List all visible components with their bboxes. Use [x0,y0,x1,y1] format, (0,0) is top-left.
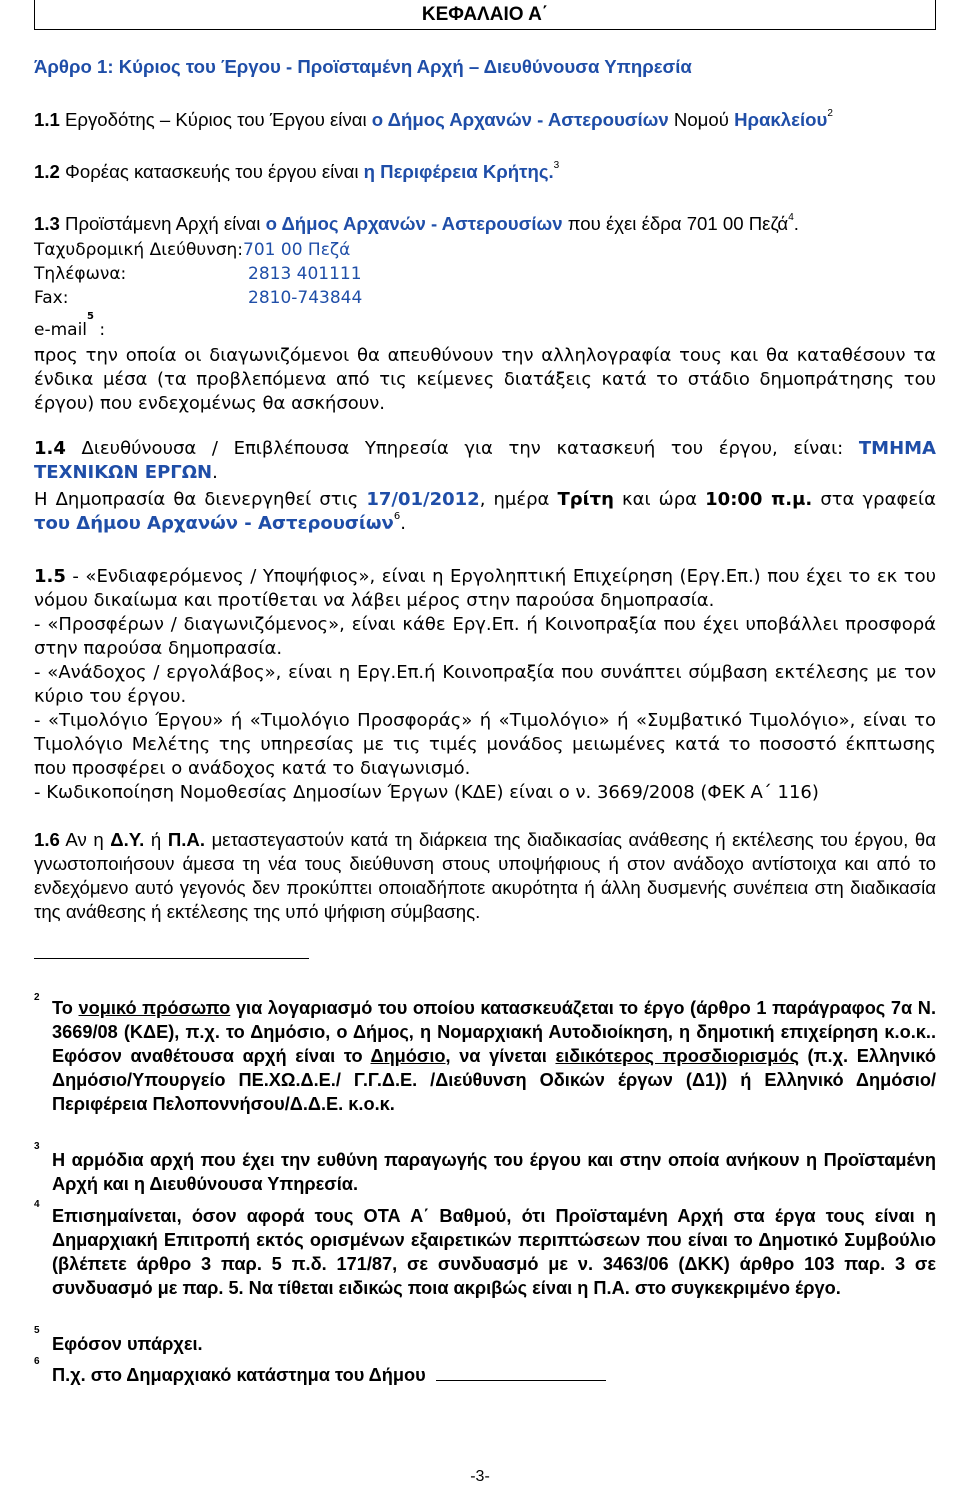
fn-text: για λογαριασμό του οποίου κατασκευάζεται το έργο (άρθρο 1 παράγραφος 7α Ν. 3669/08 (ΚΔΕ), π.χ. το Δημόσιο, ο Δήμος, η Νομαρχιακή Αυτοδιοίκηση, η δημοτική επιχείρηση κ.ο.κ.. Εφόσον αναθέτουσα αρχή είναι το [52,998,936,1066]
section-text: Φορέας κατασκευής του έργου είναι [59,161,364,182]
section-bold: η Περιφέρεια Κρήτης. [363,161,554,182]
footnote-number: 3 [34,1141,40,1152]
section-number: 1.4 [34,438,66,459]
section-text-2: ή [144,829,168,850]
section-number: 1.6 [34,829,60,850]
section-text: Αν η [59,829,111,850]
section-bold: ΤΜΗΜΑ ΤΕΧΝΙΚΩΝ ΕΡΓΩΝ [34,438,936,483]
footnote-2 [52,996,936,1116]
section-1-3 [34,212,799,236]
footnote-ref[interactable]: 2 [827,107,833,119]
definition-contractor: - «Ανάδοχος / εργολάβος», είναι η Εργ.Επ.ή Κοινοπραξία που συνάπτει σύμβαση εκτέλεσης με τον κύριο του έργου. [34,662,936,707]
email-row [34,311,106,342]
phone-value: 2813 401111 [248,264,362,284]
footnote-3: Η αρμόδια αρχή που έχει την ευθύνη παραγωγής του έργου και στην οποία ανήκουν η Προϊσταμένη Αρχή και η Διευθύνουσα Υπηρεσία. [52,1150,936,1194]
footnote-number: 4 [34,1199,40,1210]
tender-place: του Δήμου Αρχανών - Αστερουσίων [34,513,394,534]
section-end: . [212,462,218,483]
section-end: . [793,213,799,234]
fn-underline: Δημόσιο, [370,1046,451,1066]
tender-date: 17/01/2012 [366,489,480,510]
tender-paragraph [34,488,936,536]
section-text: Προϊστάμενη Αρχή είναι [59,213,266,234]
fn-text: Π.χ. στο Δημαρχιακό κατάστημα του Δήμου [52,1365,426,1385]
footnote-ref[interactable]: 6 [393,511,401,522]
section-number: 1.5 [34,566,66,587]
section-text: Διευθύνουσα / Επιβλέπουσα Υπηρεσία για την κατασκευή του έργου, είναι: [65,438,859,459]
postal-value: 701 00 Πεζά [243,240,351,260]
section-text-3: μεταστεγαστούν κατά τη διάρκεια της διαδικασίας ανάθεσης ή εκτέλεσης του έργου, θα γνωστοποιήσουν άμεσα τη νέα τους διεύθυνση στους υποψήφιους ή στον ανάδοχο αντίστοιχα και από το ενδεχόμενο αυτό γεγονός δεν προκύπτει οποιαδήποτε ακυρότητα ή άλλη δυσμενής συνέπεια στη διαδικασία της ανάθεσης ή εκτέλεσης της υπό ψήφιση σύμβασης. [34,829,936,922]
footnote-number: 6 [34,1356,40,1367]
footnote-4: Επισημαίνεται, όσον αφορά τους ΟΤΑ Α΄ Βαθμού, ότι Προϊσταμένη Αρχή στα έργα τους είναι η Δημαρχιακή Επιτροπή εκτός ορισμένων εξαιρετικών περιπτώσεων που είναι το Δημοτικό Συμβούλιο (βλέπετε άρθρο 3 παρ. 5 π.δ. 171/87, σε συνδυασμό με ν. 3463/06 (ΔΚΚ) άρθρο 103 παρ. 3 σε συνδυασμό με παρ. 5. Να τίθεται ειδικώς ποια ακριβώς είναι η Π.Α. στο συγκεκριμένο έργο. [52,1206,936,1298]
section-1-4 [34,437,936,485]
correspondence-paragraph: προς την οποία οι διαγωνιζόμενοι θα απευθύνουν την αλληλογραφία τους και θα καταθέσουν τα ένδικα μέσα (τα προβλεπόμενα από τις κείμενες διατάξεις κατά το στάδιο δημοπράτησης του έργου) που ενδεχομένως θα ασκήσουν. [34,345,936,414]
section-text-2: που έχει έδρα 701 00 Πεζά [562,213,789,234]
section-1-6 [34,828,936,924]
section-bold: ο Δήμος Αρχανών - Αστερουσίων [371,109,669,130]
tender-text-2: , ημέρα [479,489,558,510]
section-bold-2: Π.Α. [167,829,206,850]
section-text-2: Νομού [668,109,735,130]
chapter-heading: ΚΕΦΑΛΑΙΟ Α΄ [34,0,936,30]
section-number: 1.2 [34,161,60,182]
fax-label: Fax: [34,288,69,308]
footnote-ref[interactable]: 3 [553,159,560,171]
fn-text: Το [52,998,79,1018]
section-bold-1: Δ.Υ. [110,829,145,850]
section-1-1 [34,108,833,132]
definition-kde: - Κωδικοποίηση Νομοθεσίας Δημοσίων Έργων (ΚΔΕ) είναι ο ν. 3669/2008 (ΦΕΚ Α΄ 116) [34,782,819,803]
section-bold: ο Δήμος Αρχανών - Αστερουσίων [265,213,563,234]
definition-bidder: - «Προσφέρων / διαγωνιζόμενος», είναι κάθε Εργ.Επ. ή Κοινοπραξία που έχει υποβάλλει προσφορά στην παρούσα δημοπρασία. [34,614,936,659]
article-title-text: Άρθρο 1: Κύριος του Έργου - Προϊσταμένη Αρχή – Διευθύνουσα Υπηρεσία [34,56,692,77]
email-label: e-mail [34,320,88,340]
fn-text: να γίνεται [450,1046,556,1066]
section-1-5 [34,565,936,613]
footnote-number: 2 [34,992,40,1003]
section-number: 1.3 [34,213,60,234]
postal-address [34,238,350,262]
fax-row [34,286,68,310]
footnote-number: 5 [34,1325,40,1336]
page-number: -3- [470,1468,490,1485]
tender-text-3: και ώρα [613,489,706,510]
fn-text: (π.χ. Ελληνικό Δημόσιο/Υπουργείο ΠΕ.ΧΩ.Δ.Ε./ Γ.Γ.Δ.Ε. /Διεύθυνση Οδικών έργων (Δ1)) ή Ελληνικό Δημόσιο/Περιφέρεια Πελοποννήσου/Δ.Δ.Ε. κ.ο.κ. [52,1046,936,1114]
footnote-ref[interactable]: 5 [87,311,94,323]
section-text: Εργοδότης – Κύριος του Έργου είναι [59,109,372,130]
blank-line [436,1366,606,1381]
tender-text-1: Η Δημοπρασία θα διενεργηθεί στις [34,489,367,510]
section-bold-2: Ηρακλείου [734,109,828,130]
tender-text-4: στα γραφεία [812,489,937,510]
fax-value: 2810-743844 [248,288,363,308]
section-text: - «Ενδιαφερόμενος / Υποψήφιος», είναι η Εργοληπτική Επιχείρηση (Εργ.Επ.) που έχει το εκ του νόμου δικαίωμα και προτίθεται να λάβει μέρος στην παρούσα δημοπρασία. [34,566,936,611]
phone-label: Τηλέφωνα: [34,264,127,284]
footnote-separator [34,958,309,959]
tender-time: 10:00 π.μ. [705,489,813,510]
definition-price-list: - «Τιμολόγιο Έργου» ή «Τιμολόγιο Προσφοράς» ή «Τιμολόγιο» ή «Συμβατικό Τιμολόγιο», είναι το Τιμολόγιο Μελέτης της υπηρεσίας με τις τιμές μονάδος μειωμένες κατά το ποσοστό έκπτωσης που προσφέρει ο ανάδοχος κατά το διαγωνισμό. [34,710,936,779]
email-colon: : [94,320,106,340]
article-title [34,55,692,79]
footnote-6 [52,1363,936,1387]
fn-underline: νομικό πρόσωπο [78,998,231,1018]
postal-label: Ταχυδρομική Διεύθυνση: [34,240,244,260]
fn-underline: ειδικότερος προσδιορισμός [555,1046,799,1066]
footnote-ref[interactable]: 4 [788,211,794,223]
tender-day: Τρίτη [557,489,614,510]
section-1-2 [34,160,559,184]
tender-end: . [400,513,406,534]
section-number: 1.1 [34,109,60,130]
footnote-5: Εφόσον υπάρχει. [52,1334,203,1354]
phone-row [34,262,126,286]
